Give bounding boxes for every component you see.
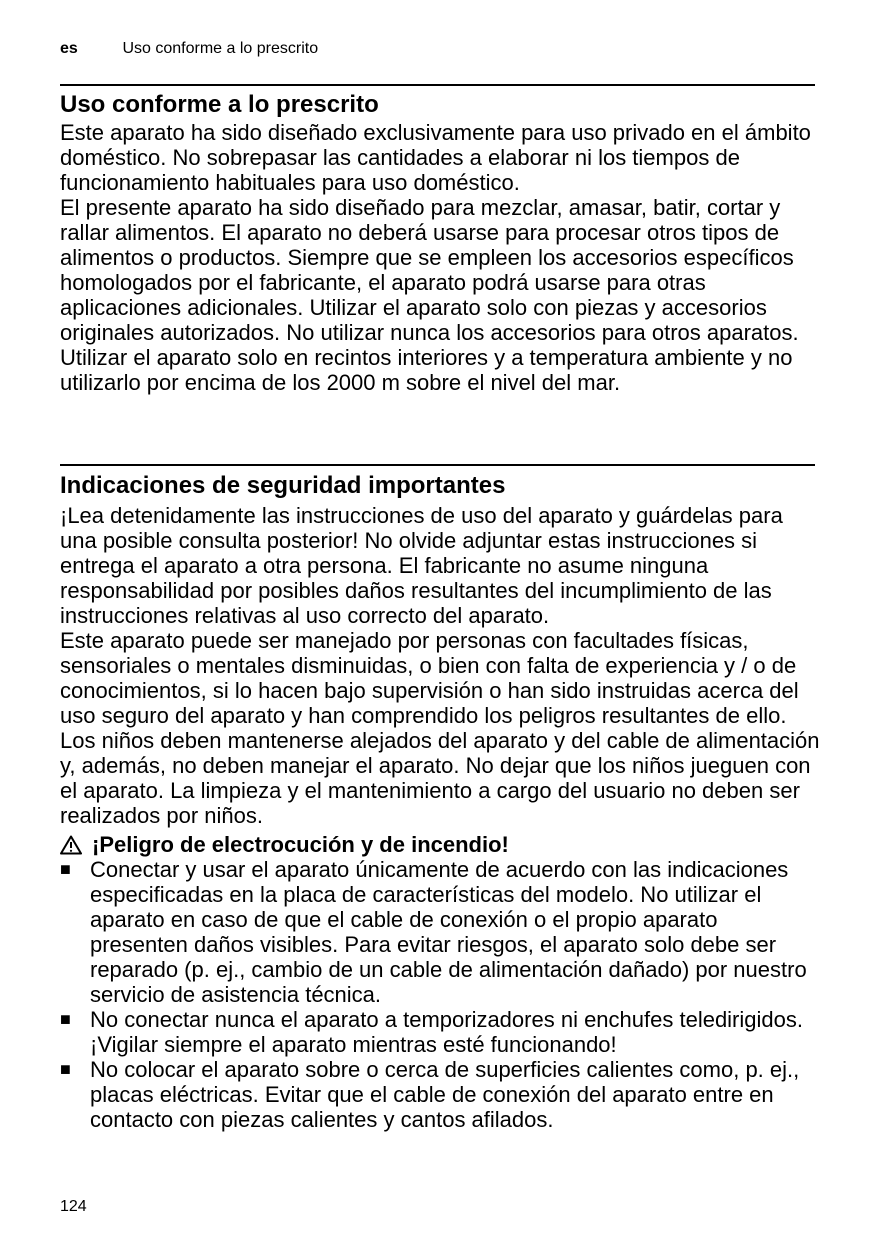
paragraph: Este aparato puede ser manejado por personas con facultades físicas, sensoriales o mentales disminuidas, o bien con falta de experiencia y / o de conocimientos, si lo hacen bajo supervisión o han sido instruidas acerca del uso seguro del aparato y han comprendido los peligros resultantes de ello. Los niños deben mantenerse alejados del aparato y del cable de alimentación y, además, no deben manejar el aparato. No dejar que los niños jueguen con el aparato. La limpieza y el mantenimiento a cargo del usuario no deben ser realizados por niños.: [60, 628, 820, 828]
section-intended-use: [60, 90, 820, 395]
warning-triangle-icon: [60, 835, 82, 855]
section-heading: Uso conforme a lo prescrito: [60, 91, 379, 118]
section-safety: [60, 471, 820, 1132]
square-bullet-icon: ■: [60, 1059, 71, 1079]
list-item: ■ Conectar y usar el aparato únicamente de acuerdo con las indicaciones especificadas en la placa de características del modelo. No utilizar el aparato en caso de que el cable de conexión o el propio aparato presenten daños visibles. Para evitar riesgos, el aparato solo debe ser reparado (p. ej., cambio de un cable de alimentación dañado) por nuestro servicio de asistencia técnica.: [60, 857, 807, 1007]
section-heading: Indicaciones de seguridad importantes: [60, 472, 506, 499]
warning-title: ¡Peligro de electrocución y de incendio!: [92, 832, 509, 857]
section-divider: [60, 464, 815, 466]
paragraph: Utilizar el aparato solo en recintos interiores y a temperatura ambiente y no utilizarlo por encima de los 2000 m sobre el nivel del mar.: [60, 345, 793, 395]
square-bullet-icon: ■: [60, 1009, 71, 1029]
paragraph: Este aparato ha sido diseñado exclusivamente para uso privado en el ámbito doméstico. No sobrepasar las cantidades a elaborar ni los tiempos de funcionamiento habituales para uso doméstico.: [60, 120, 811, 195]
list-item: ■ No conectar nunca el aparato a temporizadores ni enchufes teledirigidos. ¡Vigilar siempre el aparato mientras esté funcionando!: [60, 1007, 803, 1057]
page-header: [60, 40, 318, 58]
safety-list: [60, 857, 820, 1132]
language-code: es: [60, 40, 78, 57]
square-bullet-icon: ■: [60, 859, 71, 879]
page-number: 124: [60, 1198, 87, 1215]
list-item: ■ No colocar el aparato sobre o cerca de superficies calientes como, p. ej., placas eléctricas. Evitar que el cable de conexión del aparato entre en contacto con piezas calientes y cantos afilados.: [60, 1057, 800, 1132]
warning-heading: [60, 832, 820, 857]
header-title: Uso conforme a lo prescrito: [122, 40, 319, 57]
paragraph: El presente aparato ha sido diseñado para mezclar, amasar, batir, cortar y rallar alimentos. El aparato no deberá usarse para procesar otros tipos de alimentos o productos. Siempre que se empleen los accesorios específicos homologados por el fabricante, el aparato podrá usarse para otras aplicaciones adicionales. Utilizar el aparato solo con piezas y accesorios originales autorizados. No utilizar nunca los accesorios para otros aparatos.: [60, 195, 799, 345]
section-divider: [60, 84, 815, 86]
paragraph: ¡Lea detenidamente las instrucciones de uso del aparato y guárdelas para una posible consulta posterior! No olvide adjuntar estas instrucciones si entrega el aparato a otra persona. El fabricante no asume ninguna responsabilidad por posibles daños resultantes del incumplimiento de las instrucciones relativas al uso correcto del aparato.: [60, 503, 783, 628]
